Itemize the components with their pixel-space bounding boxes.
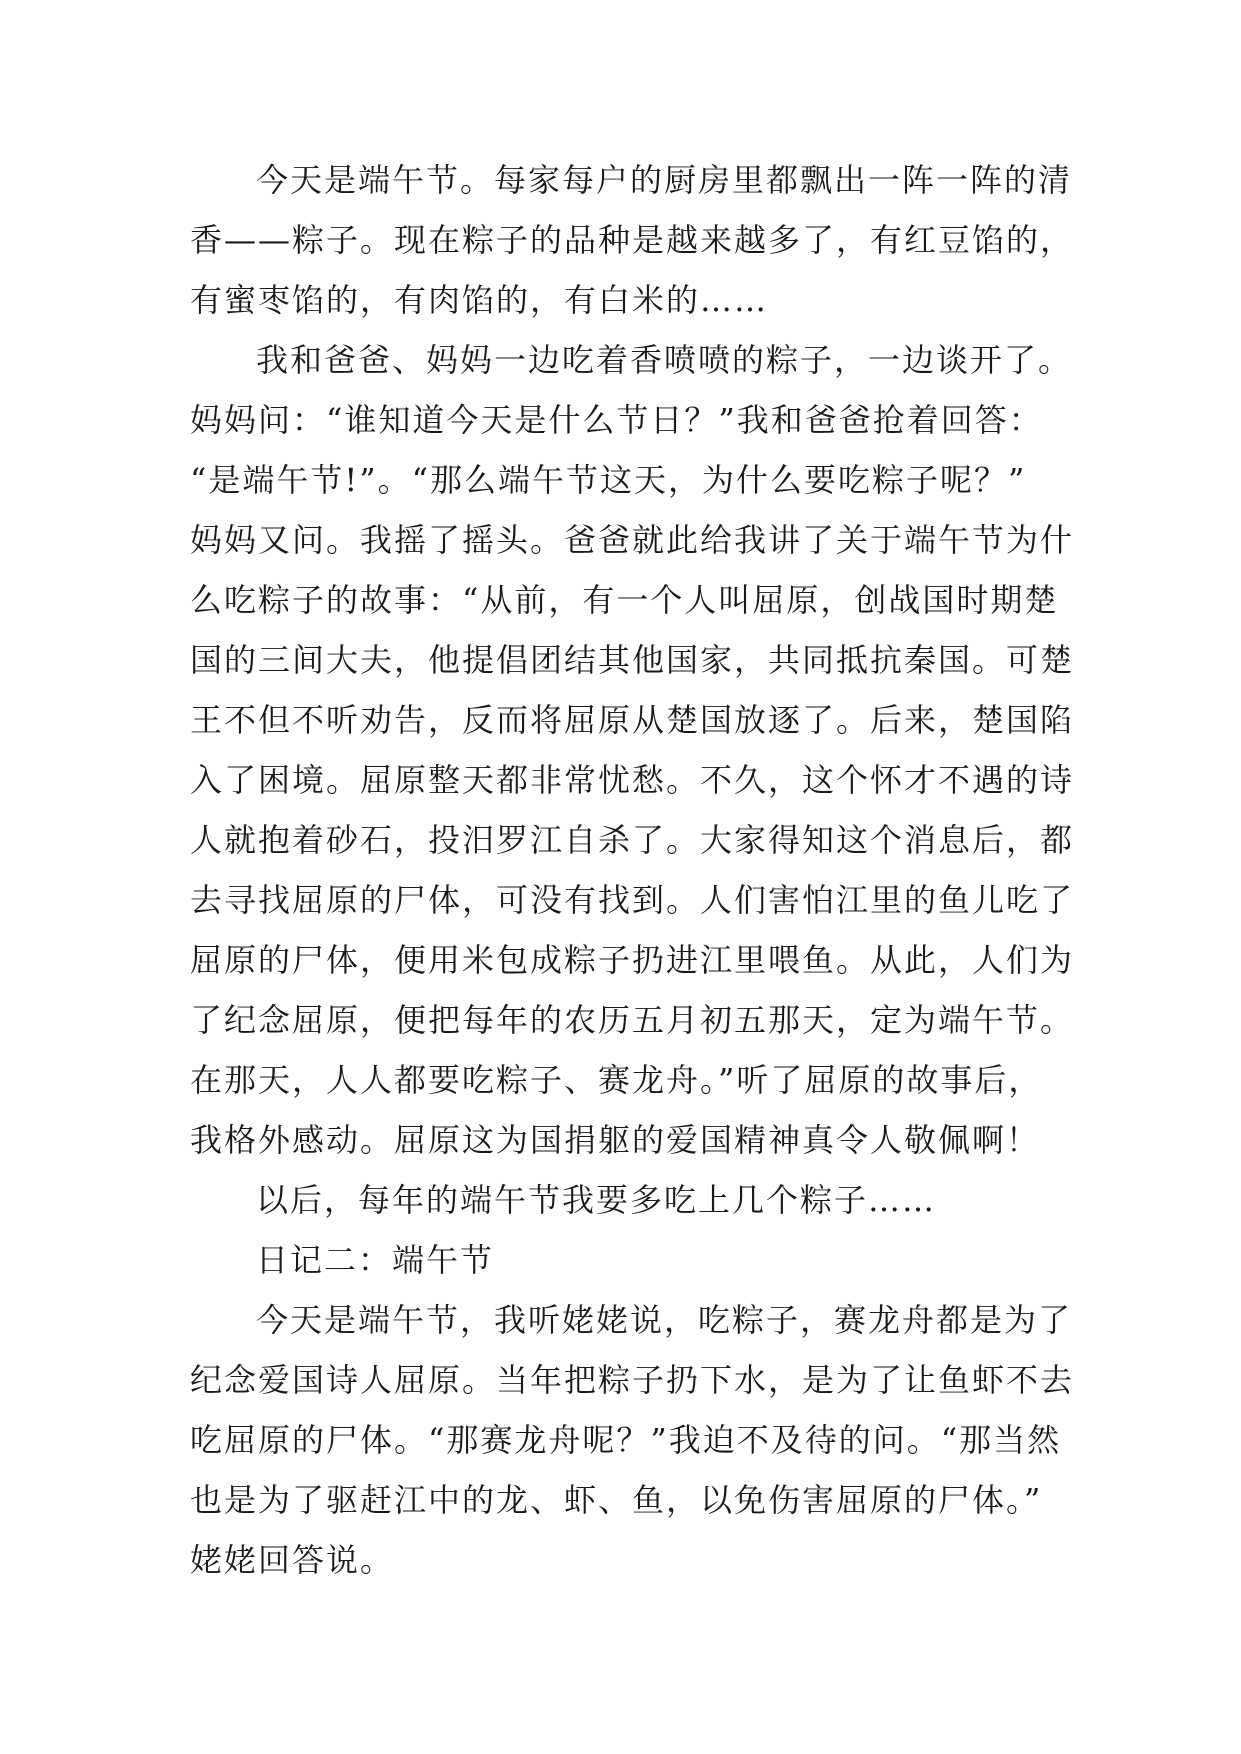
text-line: 了纪念屈原，便把每年的农历五月初五那天，定为端午节。: [190, 1001, 1075, 1039]
text-line: 以后，每年的端午节我要多吃上几个粽子……: [256, 1181, 937, 1219]
text-line: 去寻找屈原的尸体，可没有找到。人们害怕江里的鱼儿吃了: [190, 881, 1075, 919]
text-line: 人就抱着砂石，投汨罗江自杀了。大家得知这个消息后，都: [190, 821, 1075, 859]
text-line: 我格外感动。屈原这为国捐躯的爱国精神真令人敬佩啊！: [190, 1121, 1041, 1159]
text-line: 么吃粽子的故事：“从前，有一个人叫屈原，创战国时期楚: [190, 581, 1059, 619]
text-line: 妈妈又问。我摇了摇头。爸爸就此给我讲了关于端午节为什: [190, 521, 1075, 559]
text-line: 香——粽子。现在粽子的品种是越来越多了，有红豆馅的，: [190, 221, 1075, 259]
text-line: 姥姥回答说。: [190, 1541, 395, 1579]
text-line: 今天是端午节。每家每户的厨房里都飘出一阵一阵的清: [256, 161, 1073, 199]
text-line: 今天是端午节，我听姥姥说，吃粽子，赛龙舟都是为了: [256, 1301, 1073, 1339]
text-line: 王不但不听劝告，反而将屈原从楚国放逐了。后来，楚国陷: [190, 701, 1075, 739]
text-line: 入了困境。屈原整天都非常忧愁。不久，这个怀才不遇的诗: [190, 761, 1075, 799]
text-line: “是端午节!”。“那么端午节这天，为什么要吃粽子呢？”: [190, 461, 1027, 499]
text-line: 纪念爱国诗人屈原。当年把粽子扔下水，是为了让鱼虾不去: [190, 1361, 1075, 1399]
text-line: 国的三间大夫，他提倡团结其他国家，共同抵抗秦国。可楚: [190, 641, 1075, 679]
text-line: 妈妈问：“谁知道今天是什么节日？”我和爸爸抢着回答：: [190, 401, 1043, 439]
text-line: 屈原的尸体，便用米包成粽子扔进江里喂鱼。从此，人们为: [190, 941, 1075, 979]
section-heading: 日记二：端午节: [256, 1241, 495, 1279]
text-line: 我和爸爸、妈妈一边吃着香喷喷的粽子，一边谈开了。: [256, 341, 1073, 379]
text-line: 有蜜枣馅的，有肉馅的，有白米的……: [190, 281, 769, 319]
text-line: 吃屈原的尸体。“那赛龙舟呢？”我迫不及待的问。“那当然: [190, 1421, 1062, 1459]
text-line: 也是为了驱赶江中的龙、虾、鱼，以免伤害屈原的尸体。”: [190, 1481, 1043, 1519]
text-line: 在那天，人人都要吃粽子、赛龙舟。”听了屈原的故事后，: [190, 1061, 1043, 1099]
